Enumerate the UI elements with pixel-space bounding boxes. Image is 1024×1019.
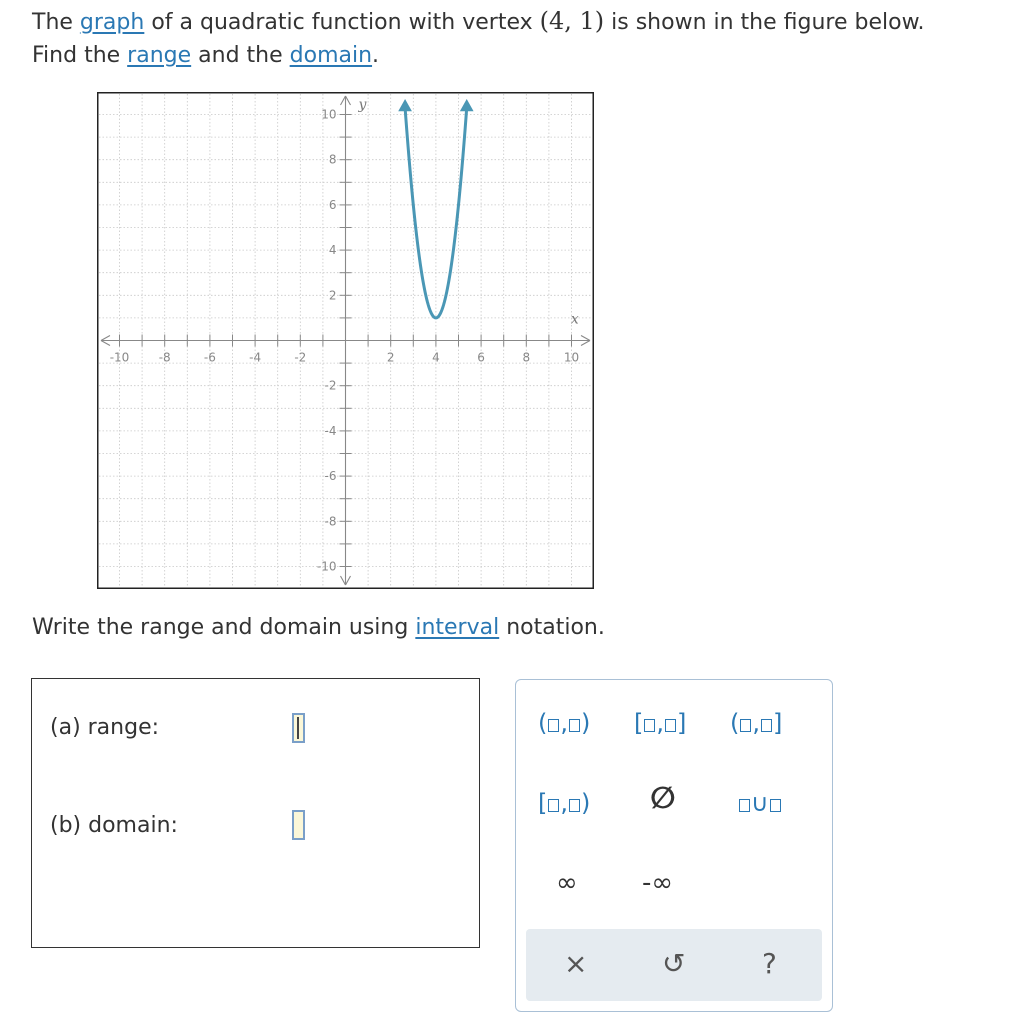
x-tick-label: -8 — [158, 350, 171, 365]
question-text: Find the — [32, 43, 128, 68]
x-tick-label: 4 — [432, 350, 440, 365]
graph-link[interactable]: graph — [79, 10, 145, 35]
range-label: (a) range: — [50, 715, 160, 740]
y-tick-label: -10 — [316, 559, 337, 574]
x-tick-label: 6 — [477, 350, 485, 365]
open-interval-button[interactable]: ( , ) — [538, 709, 591, 737]
undo-icon[interactable]: ↺ — [662, 947, 686, 980]
y-tick-label: -4 — [324, 423, 337, 438]
answer-box — [31, 678, 480, 948]
union-symbol: ∪ — [751, 789, 769, 817]
union-button[interactable] — [738, 788, 782, 818]
infinity-button[interactable]: ∞ — [556, 868, 578, 898]
range-link[interactable]: range — [127, 43, 192, 68]
question-text: The — [32, 10, 80, 35]
empty-set-button[interactable]: ∅ — [650, 781, 676, 816]
x-tick-label: -2 — [294, 350, 307, 365]
domain-link[interactable]: domain — [289, 43, 373, 68]
parabola-graph — [97, 92, 594, 589]
y-axis-label: y — [358, 97, 367, 113]
question-line-2 — [32, 41, 379, 71]
math-palette — [515, 679, 833, 1012]
y-tick-label: -2 — [324, 378, 337, 393]
x-tick-label: 10 — [563, 350, 580, 365]
negative-infinity-button[interactable]: -∞ — [642, 868, 674, 898]
y-tick-label: 2 — [328, 288, 337, 303]
instructions — [32, 613, 605, 643]
y-tick-label: 8 — [328, 152, 337, 167]
x-axis-label: x — [570, 311, 579, 328]
text-cursor — [297, 717, 299, 739]
vertex-math: (4, 1) — [539, 7, 605, 35]
domain-input[interactable] — [292, 810, 305, 840]
domain-label: (b) domain: — [50, 813, 178, 838]
left-closed-interval-button[interactable]: [ , ) — [538, 789, 591, 817]
clear-icon[interactable]: × — [564, 947, 588, 980]
y-tick-label: 10 — [321, 107, 337, 122]
y-tick-label: -8 — [324, 514, 337, 529]
x-tick-label: -6 — [203, 350, 216, 365]
question-text: of a quadratic function with vertex — [144, 10, 540, 35]
x-tick-label: -4 — [249, 350, 262, 365]
help-icon[interactable]: ? — [762, 947, 777, 980]
instructions-text: notation. — [499, 615, 605, 640]
closed-interval-button[interactable]: [ , ] — [634, 709, 687, 737]
question-text: and the — [191, 43, 290, 68]
y-tick-label: -6 — [324, 469, 337, 484]
left-open-interval-button[interactable]: ( , ] — [730, 709, 783, 737]
interval-link[interactable]: interval — [415, 615, 500, 640]
question-text: . — [372, 43, 380, 68]
question-line-1 — [32, 6, 925, 38]
question-text: is shown in the figure below. — [604, 10, 925, 35]
instructions-text: Write the range and domain using — [32, 615, 416, 640]
graph-svg — [97, 92, 594, 589]
x-tick-label: 2 — [386, 350, 395, 365]
y-tick-label: 4 — [328, 243, 337, 258]
y-tick-label: 6 — [328, 197, 337, 212]
x-tick-label: -10 — [109, 350, 130, 365]
x-tick-label: 8 — [522, 350, 531, 365]
palette-footer — [526, 929, 822, 1001]
range-input[interactable] — [292, 713, 305, 743]
